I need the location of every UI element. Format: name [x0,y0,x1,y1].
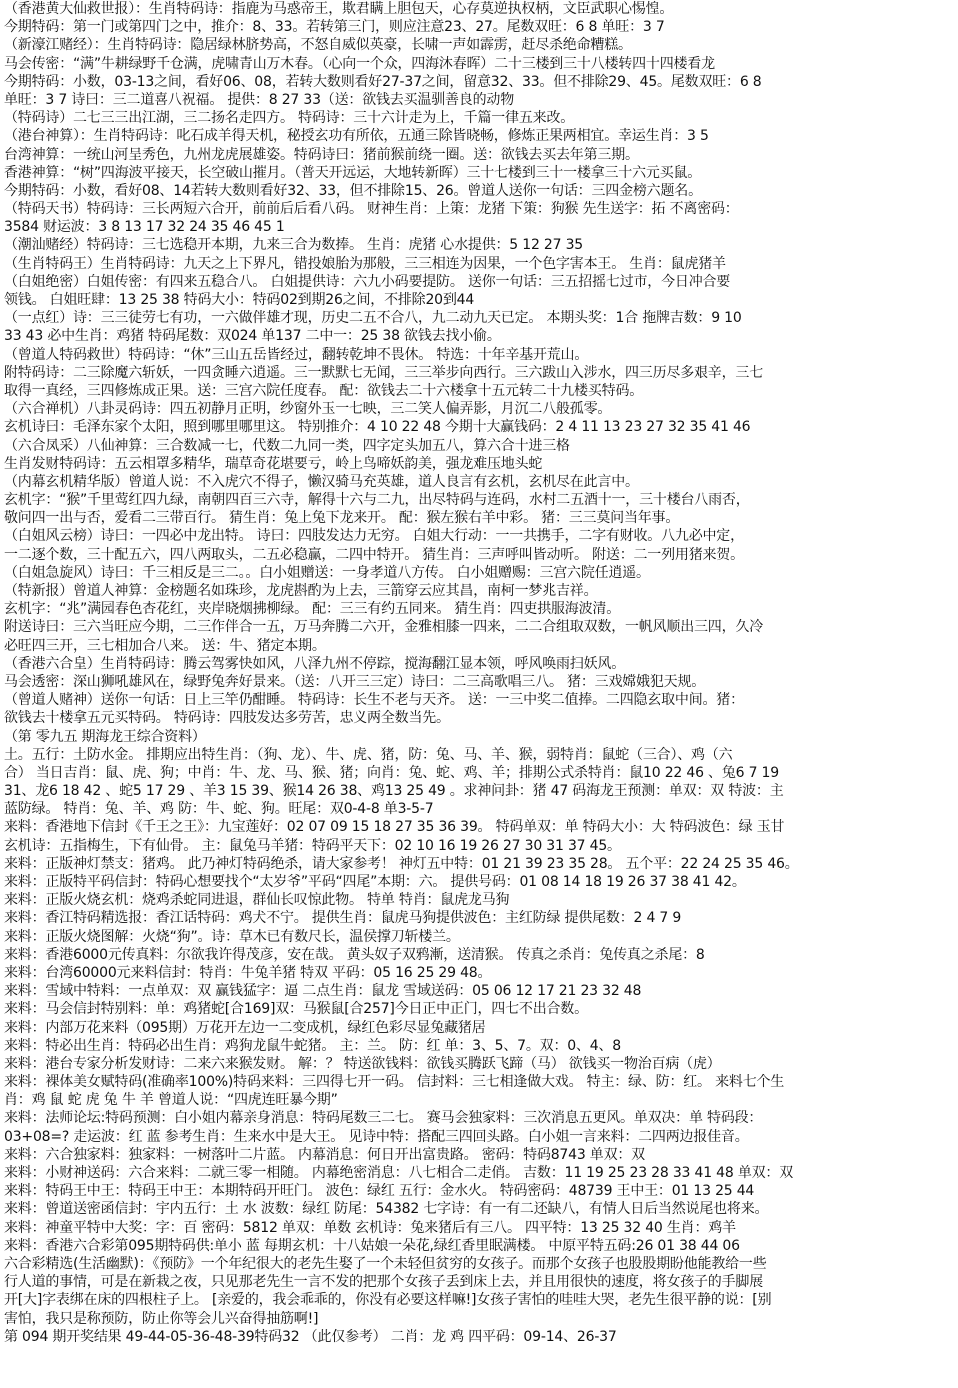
text-line: （一点红）诗：三三徒劳七有功，一六做伴雄才现，历史二五不合八，九二动九天已定。 本期头奖：1合 拖牌吉数：9 10 [4,310,742,327]
text-line: 开[大]字表绑在床的四根柱子上。 [亲爱的，我会乖乖的，你没有必要这样嘛!]女孩子害怕的哇哇大哭，老先生很平静的说：[别 [4,1292,772,1309]
text-line: 来料：正版火烧玄机：烧鸡杀蛇同进退，群仙长叹惊此物。 特单 特肖：鼠虎龙马狗 [4,892,510,909]
text-line: （香港六合皇）生肖特码诗：腾云驾雾快如风，八泽九州不停踪，搅海翻江显本领，呼风唤雨扫妖风。 [4,655,625,672]
text-line: 马会传密：“满”牛耕绿野千仓满，虎啸青山万木春。（心向一个众，四海沐春晖）二十三楼到三十八楼转四十四楼看龙 [4,55,715,72]
text-line: （六合凤采）八仙神算：三合数减一七，代数二九同一类，四字定头加五八，算六合十进三格 [4,437,570,454]
text-line: （第 零九五 期海龙王综合资料） [4,728,206,745]
text-line: （新濠江赌经）：生肖特码诗：隐居绿林脐势高，不怒自威似英豪，长啸一声如霹雳，赶尽杀绝命糟糕。 [4,37,632,54]
text-line: （曾道人赌神）送你一句话：日上三竿仍酣睡。 特码诗：长生不老与天齐。 送：一三中奖二值捧。二四隐玄取中间。猪： [4,692,744,709]
text-line: 香港神算：“树”四海波平接天，长空破山摧月。（普天开远运，大地转新晖）三十七楼到三十一楼拿三十六元买鼠。 [4,164,702,181]
text-line: 敬问四一出与否，爱看二三带百行。 猜生肖：兔上兔下龙来开。 配：猴左猴右羊中彩。 猪：三三莫问当年事。 [4,510,680,527]
text-line: 台湾神算：一统山河呈秀色，九州龙虎展雄姿。特码诗曰：猪前猴前绕一圈。送：欲钱去买去年第三期。 [4,146,639,163]
text-line: 玄机诗曰：毛泽东家个太阳，照到哪里哪里这。 特别推介：4 10 22 48 今期十大赢钱码：2 4 11 13 23 27 32 35 41 46 [4,419,751,436]
text-line: 玄机字：“猴”千里莺红四九绿，南朝四百三六寺，解得十六与二九，出尽特码与连码，水村二五酒十一，三十楼台八雨否， [4,492,750,509]
text-line: 来料：香港六合彩第095期特码供:单小 蓝 每期玄机：十八姑娘一朵花,绿红香里眠满楼。 中原平特五码:26 01 38 44 06 [4,1237,740,1254]
text-line: 玄机字：“兆”满园春色杏花红，夹岸晓烟拂柳绿。 配：三三有约五同来。 猜生肖：四吏拱服海波清。 [4,601,621,618]
text-line: 来料：曾道送密函信封：宇内五行：土 水 波数：绿红 防尾：54382 七字诗：有一有二还缺八，有情人日后当然说尾也将来。 [4,1201,769,1218]
text-line: 土。五行：土防水金。 排期应出特生肖：（狗、龙）、牛、虎、猪，防：兔、马、羊、猴，弱特肖：鼠蛇（三合）、鸡（六 [4,746,733,763]
text-line: 今期特码：第一门或第四门之中，推介：8、33。若转第三门，则应注意23、27。尾数双旺：6 8 单旺：3 7 [4,19,665,36]
text-line: 来料：小财神送码：六合来料：二就三零一相随。 内幕绝密消息：八七相合二走俏。 吉数：11 19 25 23 28 33 41 48 单双：双 [4,1165,794,1181]
text-line: 03+08=? 走运波：红 蓝 参考生肖：生来水中是大王。 见诗中特：搭配三四回头路。白小姐一言来料：二四两边报佳音。 [4,1128,749,1145]
text-line: 取得一真经，三四修炼成正果。送：三宫六院任度春。 配：欲钱去二十六楼拿十五元转二十九楼买特码。 [4,382,644,399]
text-line: 今期特码：小数，03-13之间，看好06、08，若转大数则看好27-37之间，留意32、33。但不排除29、45。尾数双旺：6 8 [4,73,762,90]
text-line: 来料：正版火烧图解：火烧“狗”。诗：草木已有数尺长，温侯撑刀斩楼兰。 [4,928,460,945]
text-line: 玄机诗：五指梅生，下有仙骨。 主：鼠兔马羊猪：特码平天下：02 10 16 19 26 27 30 31 37 45。 [4,837,621,854]
text-line: 3584 财运波：3 8 13 17 32 24 35 46 45 1 [4,219,285,236]
text-line: 来料：港台专家分析发财诗：二来六来猴发财。 解：？ 特送欲钱料：欲钱买腾跃飞蹄（马） 欲钱买一物治百病（虎） [4,1055,721,1072]
text-line: （白姐绝密）白姐传密：有四来五稳合八。 白姐提供诗：六九小码要提防。 送你一句话：三五招摇七过市，今日冲合要 [4,273,731,290]
text-line: 附送诗曰：三六当旺应今期，二三作伴合一五，万马奔腾二六开，金雅相膝一四来，二二合组取双数，一帆风顺出三四，久冷 [4,619,763,636]
text-line: 行人道的事情，可是在新栽之夜，只见那老先生一言不发的把那个女孩子丢到床上去，并且用很快的速度，将女孩子的手脚展 [4,1274,763,1291]
text-line: 肖：鸡 鼠 蛇 虎 兔 牛 羊 曾道人说：“四虎连旺暴今期” [4,1092,338,1109]
text-line: 来料：法师论坛:特码预测：白小姐内幕亲身消息：特码尾数三二七。 赛马会独家料：三次消息五更风。单双决：单 特码段： [4,1110,763,1127]
text-line: 来料：香港6000元传真料：尔欲我许得茂彦，安在哉。 黄头奴子双鸦漸，送清猴。 传真之杀肖：兔传真之杀尾：8 [4,946,705,963]
text-line: （港台神算）：生肖特码诗：叱石成羊得天机，秘授玄功有所依，五通三除皆晓畅，修炼正果两相宜。幸运生肖：3 5 [4,128,709,145]
text-line: 来料：神童平特中大奖：字：百 密码：5812 单双：单数 玄机诗：兔来猪后有三八。 四平特：13 25 32 40 生肖：鸡羊 [4,1219,736,1236]
text-line: （白姐风云榜）诗曰：一四必中龙出特。 诗曰：四肢发达力无穷。 白姐大行动：一一共携手，二字有财收。八九必中定， [4,528,744,545]
text-line: 31、龙6 18 42 、蛇5 17 29 、羊3 15 39、猴14 26 38、鸡13 25 49 。求神问卦：猪 47 码海龙王预测：单双：双 特波：主 [4,783,784,800]
text-line: 单旺：3 7 诗曰：三二道喜八祝福。 提供：8 27 33（送：欲钱去买温驯善良的动物 [4,91,514,108]
text-line: 来料：特码王中王：特码王中王：本期特码开旺门。 波色：绿红 五行：金水火。 特码密码：48739 王中王：01 13 25 44 [4,1183,755,1200]
text-line: 合） 当日吉肖：鼠、虎、狗；中肖：牛、龙、马、猴、猪；向肖：兔、蛇、鸡、羊；排期公式杀特肖：鼠10 22 46 、兔6 7 19 [4,764,779,781]
text-line: 来料：特必出生肖：特码必出生肖：鸡狗龙鼠牛蛇猪。 主：兰。 防：红 单：3、5、7。双：0、4、8 [4,1037,621,1054]
text-line: 领钱。 白姐旺肆：13 25 38 特码大小：特码02到期26之间，不排除20到44 [4,292,475,308]
text-line: 来料：雪域中特料：一点单双：双 赢钱猛字：逼 二点生肖：鼠龙 雪域送码：05 06 12 17 21 23 32 48 [4,983,642,1000]
text-line: 来料：正版特平码信封：特码心想要找个“太岁爷”平码“四尾”本期：六。 提供号码：01 08 14 18 19 26 37 38 41 42。 [4,874,746,890]
lottery-tip-sheet [4,0,954,1386]
text-line: 害怕，我只是称预防，防止你等会儿兴奋得抽筋啊!] [4,1310,319,1327]
text-line: （潮汕赌经）特码诗：三七选稳开本期，九来三合为数捧。 生肖：虎猪 心水提供：5 12 27 35 [4,237,583,254]
text-line: 来料：香江特码精选报：香江话特码：鸡犬不宁。 提供生肖：鼠虎马狗提供波色：主红防绿 提供尾数：2 4 7 9 [4,910,682,927]
text-line: 来料：台湾60000元来料信封：特肖：牛兔羊猪 特双 平码：05 16 25 29 48。 [4,964,492,981]
text-line: 来料：香港地下信封《千王之王》：九宝莲好：02 07 09 15 18 27 35 36 39。 特码单双：单 特码大小：大 特码波色：绿 玉甘 [4,819,785,836]
text-line: 一二逐个数，三十配五六，四八两取头，二五必稳赢，二四中特开。 猜生肖：三声呼叫皆动听。 附送：二一列用猪来贺。 [4,546,744,563]
text-line: （特新报）曾道人神算：金榜题名如珠珍，龙虎斟酌为上去，三箭穿云应其昌，南柯一梦兆吉祥。 [4,583,598,599]
text-line: 来料：马会信封特别料：单：鸡猪蛇[合169]双：马猴鼠[合257]今日正中正门，四七不出合数。 [4,1001,588,1018]
text-line: （内幕玄机精华版）曾道人说：不入虎穴不得子，懒汉骑马充英雄，道人良言有玄机，玄机尽在此言中。 [4,473,639,490]
text-line: 来料：内部万花来料（095期）万花开左边一二变成机，绿红色彩尽显兔藏猪居 [4,1019,486,1036]
text-line: （特码诗）二七三三出江湖，三二扬名走四方。 特码诗：三十六计走为上，千篇一律五来改。 [4,110,575,127]
text-line: 六合彩精选(生活幽默)：《预防》一个年纪很大的老先生娶了一个未轻但贫穷的女孩子。而那个女孩子也股股期盼他能教给一些 [4,1255,767,1272]
text-line: （曾道人特码救世）特码诗：“休”三山五岳皆经过，翻转乾坤不畏休。 特选：十年辛基开荒山。 [4,346,589,363]
text-line: （白姐急旋风）诗曰：千三相反是三二。。白小姐赠送：一身孝道八方传。 白小姐赠赐：三宫六院任逍遥。 [4,564,650,581]
text-line: 附特码诗：二三除魔六斩妖，一四贪睡六逍遥。三一默默七无闻，三三举步向西行。三六跋山入涉水，四三历尽多艰辛，三七 [4,364,763,381]
text-line: 33 43 必中生肖：鸡猪 特码尾数：双024 单137 二中一：25 38 欲钱去找小偷。 [4,328,501,345]
text-line: 今期特码：小数，看好08、14若转大数则看好32、33，但不排除15、26。曾道人送你一句话：三四金榜六题名。 [4,182,702,199]
text-line: （香港黄大仙救世报）：生肖特码诗：指鹿为马惑帝王，欺君瞒上胆包天，心存莫逆执权柄，文臣武职心惕惶。 [4,1,674,17]
text-line: 生肖发财特码诗：五云相罩多精华，瑞草奇花堪要亏，岭上鸟啼妖韵美，强龙难压地头蛇 [4,455,543,472]
text-line: （特码天书）特码诗：三长两短六合开，前前后后看八码。 财神生肖：上策：龙猪 下策：狗猴 先生送字：拓 不离密码： [4,201,739,218]
text-line: （六合禅机）八卦灵码诗：四五初静月正明，纱窗外玉一七映，三二笑人偏弄影，月沉二八般孤零。 [4,401,612,418]
text-line: 欲钱去十楼拿五元买特码。 特码诗：四肢发达多劳苦，忠义两全数当先。 [4,710,450,727]
text-line: 来料：六合独家料：独家料：一树落叶二片蓝。 内幕消息：何日开出富贵路。 密码：特码8743 单双：双 [4,1146,645,1163]
text-line: 来料：裸体美女赋特码(准确率100%)特码来料：三四得七开一码。 信封料：三七相逢做大戏。 特主：绿、防：红。 来料七个生 [4,1074,785,1091]
text-line: 第 094 期开奖结果 49-44-05-36-48-39特码32 （此仅参考） 二肖：龙 鸡 四平码：09-14、26-37 [4,1328,617,1345]
text-line: （生肖特码王）生肖特码诗：九天之上下界凡，错投娘胎为那般，三三相连为因果，一个色字害本王。 生肖：鼠虎猪羊 [4,255,726,272]
text-line: 来料：正版神灯禁支：猪鸡。 此乃神灯特码绝杀，请大家参考！ 神灯五中特：01 21 39 23 35 28。 五个平：22 24 25 35 46。 [4,855,799,872]
text-line: 马会透密：深山狮吼雄风在，绿野兔奔好景来。（送：八开三三定）诗曰：二三高歌唱三八。 猪：三戏嫦娥犯天规。 [4,673,706,690]
text-line: 必旺四三开，三七相加合八来。 送：牛、猪定本期。 [4,637,326,654]
text-line: 蓝防绿。 特肖：兔、羊、鸡 防：牛、蛇、狗。旺尾：双0-4-8 单3-5-7 [4,801,434,818]
